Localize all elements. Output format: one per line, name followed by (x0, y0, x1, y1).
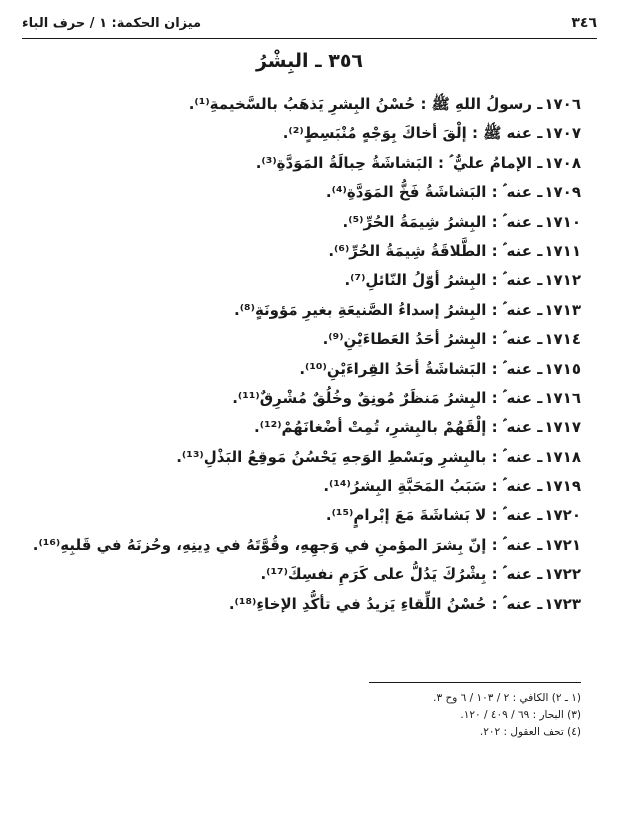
section-title: ٣٥٦ ـ البِشْرُ (255, 50, 364, 72)
hadith-text: ـ الإمامُ عليٌّ ؑ : البَشاشَةُ حِبالَةُ المَوَدَّةِ⁽³⁾. (255, 153, 543, 172)
hadith-number: ١٧١٣ (544, 300, 581, 319)
hadith-line (30, 266, 581, 295)
hadith-number: ١٧١٤ (544, 330, 581, 349)
hadith-number: ١٧٢٠ (544, 506, 581, 525)
hadith-text: ـ عنه ؑ : الطَّلاقَةُ شِيمَةُ الحُرِّ⁽⁶⁾. (328, 241, 543, 260)
hadith-text: ـ عنه ؑ : بالبِشرِ وبَسْطِ الوَجهِ يَحْسُنُ مَوقِعُ البَذْلِ⁽¹³⁾. (176, 447, 543, 466)
hadith-number: ١٧١٠ (544, 212, 581, 231)
hadith-line (30, 149, 581, 178)
hadith-line (30, 296, 581, 325)
hadith-number: ١٧٢١ (544, 535, 581, 554)
footnote-list (150, 690, 581, 741)
hadith-text: ـ عنه ؑ : حُسْنُ اللِّقاءِ يَزيدُ في تأكُّدِ الإخاءِ⁽¹⁸⁾. (228, 594, 543, 613)
hadith-line (30, 178, 581, 207)
hadith-number: ١٧١٨ (544, 447, 581, 466)
hadith-text: ـ عنه ؑ : بِشْرُكَ يَدُلُّ على كَرَمِ نفسِكَ⁽¹⁷⁾. (260, 565, 543, 584)
hadith-line (30, 325, 581, 354)
hadith-text: ـ عنه ؑ : البِشرُ إسداءُ الصَّنيعَةِ بغيرِ مَؤونَةٍ⁽⁸⁾. (234, 300, 543, 319)
page-number: ٣٤٦ (571, 15, 597, 31)
footnote: (٣) البحار : ٦٩ / ٤٠٩ / ١٢٠. (460, 709, 581, 721)
hadith-text: ـ عنه ؑ : البَشاشَةُ فَخُّ المَوَدَّةِ⁽⁴⁾. (325, 183, 543, 202)
hadith-number: ١٧٠٩ (544, 183, 581, 202)
hadith-number: ١٧١٥ (544, 359, 581, 378)
hadith-number: ١٧١٢ (544, 271, 581, 290)
hadith-list (30, 90, 581, 619)
hadith-line (30, 384, 581, 413)
hadith-text: ـ عنه ؑ : البَشاشَةُ أحَدُ القِراءَيْنِ⁽¹⁰⁾. (299, 359, 543, 378)
hadith-text: ـ عنه ؑ : البِشرُ أحَدُ العَطاءَيْنِ⁽⁹⁾. (322, 330, 543, 349)
hadith-line (30, 501, 581, 530)
hadith-text: ـ عنه ؑ : لا بَشاشَةَ مَعَ إبْرامٍ⁽¹⁵⁾. (325, 506, 543, 525)
hadith-number: ١٧٠٦ (544, 95, 581, 113)
hadith-number: ١٧٠٧ (544, 124, 581, 143)
hadith-line (30, 590, 581, 619)
hadith-line (30, 443, 581, 472)
hadith-line (30, 119, 581, 148)
hadith-line (30, 355, 581, 384)
hadith-number: ١٧٢٣ (544, 594, 581, 613)
hadith-line (30, 90, 581, 119)
hadith-text: ـ رسولُ اللهِ ﷺ : حُسْنُ البِشرِ يَذهَبُ بالسَّخيمةِ⁽¹⁾. (188, 95, 543, 113)
hadith-text: ـ عنه ﷺ : إلْقَ أخاكَ بِوَجْهٍ مُنْبَسِطٍ⁽²⁾. (282, 124, 543, 143)
footnote-divider (369, 682, 581, 683)
running-header-title: ميزان الحكمة: ١ / حرف الباء (22, 15, 202, 31)
page-header (22, 8, 597, 39)
hadith-text: ـ عنه ؑ : إلْقَهُمْ بالبِشرِ، تُمِتْ أضْغانَهُمْ⁽¹²⁾. (254, 418, 543, 437)
hadith-line (30, 472, 581, 501)
hadith-text: ـ عنه ؑ : البِشرُ أوّلُ النّائلِ⁽⁷⁾. (344, 271, 543, 290)
hadith-number: ١٧١١ (544, 241, 581, 260)
hadith-line (30, 413, 581, 442)
hadith-line (30, 237, 581, 266)
hadith-text: ـ عنه ؑ : البِشرُ شِيمَةُ الحُرِّ⁽⁵⁾. (342, 212, 543, 231)
hadith-line (30, 560, 581, 589)
hadith-number: ١٧٢٢ (544, 565, 581, 584)
hadith-text: ـ عنه ؑ : البِشرُ مَنظَرٌ مُونِقٌ وخُلُقٌ مُشْرِقٌ⁽¹¹⁾. (232, 388, 543, 407)
hadith-number: ١٧١٩ (544, 477, 581, 496)
hadith-line (30, 208, 581, 237)
hadith-number: ١٧١٧ (544, 418, 581, 437)
hadith-text: ـ عنه ؑ : إنّ بِشرَ المؤمنِ في وَجهِهِ، وقُوَّتَهُ في دِينِهِ، وحُزنَهُ في قَلبِهِ⁽¹⁶⁾. (32, 535, 543, 554)
hadith-number: ١٧١٦ (544, 388, 581, 407)
footnote: (١ ـ ٢) الكافي : ٢ / ١٠٣ / ٦ وح ٣. (433, 692, 581, 704)
hadith-number: ١٧٠٨ (544, 153, 581, 172)
hadith-text: ـ عنه ؑ : سَبَبُ المَحَبَّةِ البِشرُ⁽¹⁴⁾. (323, 477, 543, 496)
footnote: (٤) تحف العقول : ٢٠٢. (479, 726, 581, 738)
hadith-line (30, 531, 581, 560)
